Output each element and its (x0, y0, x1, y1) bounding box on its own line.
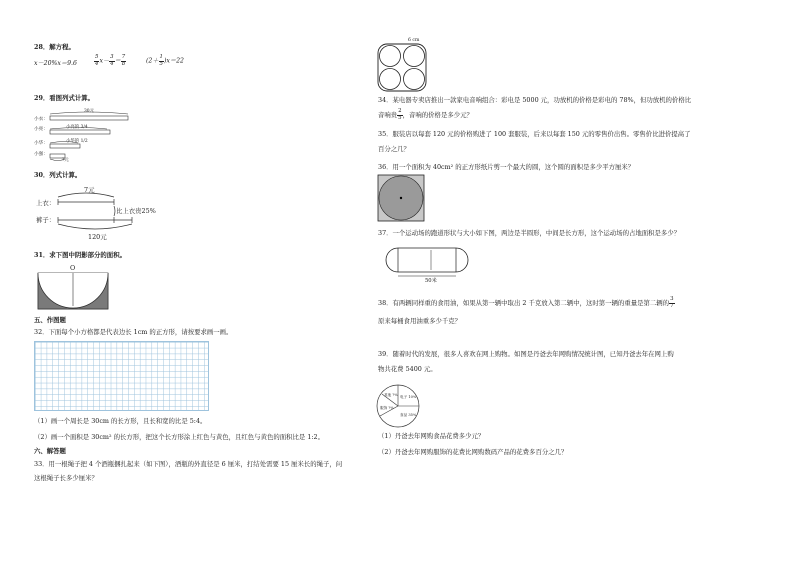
q30-price: 7元 (84, 186, 95, 194)
q35-line-2: 百分之几？ (378, 145, 410, 153)
q33-line-1: 33．用一根绳子把 4 个酒瓶捆扎起来（如下图），酒瓶的外直径是 6 厘米，打结处需要 15 厘米长的绳子，问 (34, 460, 343, 468)
section-5-heading: 五、作图题 (34, 316, 66, 324)
q28-equation-3: (2＋ $\frac{1}{5}$ )x＝22 (146, 54, 184, 67)
q29-tag-answer: ?元 (62, 158, 69, 163)
q33-line-2: 这根绳子长多少厘米？ (34, 474, 98, 482)
q37-title: 37．一个运动场的跑道形状与大小如下图，两边是半圆形，中间是长方形，这个运动场的占地面积是多少？ (378, 229, 681, 237)
q39-item-2: （2）丹爸去年网购服饰的花费比网购数码产品的花费多百分之几？ (378, 448, 568, 456)
q39-line-2: 物共花费 5400 元。 (378, 365, 437, 373)
q32-item-1: （1）画一个周长是 30cm 的长方形，且长和宽的比是 5:4。 (34, 417, 207, 425)
q39-line-1: 39．随着时代的发展，很多人喜欢在网上购物。如图是丹爸去年网购情况统计图，已知丹爸去年在网上购 (378, 350, 674, 358)
q29-label-xiaoqi: 小亮： (34, 127, 48, 132)
q30-compare: 比上衣贵25% (116, 207, 156, 215)
q29-tag-fraction-2: 小华的 1/2 (66, 139, 88, 144)
q39-pie-label-a: 其他 ?% (384, 393, 398, 397)
q39-pie-label-d: 食品 35% (400, 413, 417, 417)
q29-label-xiaoyi: 小衣： (34, 117, 48, 122)
q30-total: 120元 (88, 233, 107, 241)
q35-line-1: 35．服装店以每套 120 元的价格购进了 100 套服装，后来以每套 150 元的零售价出售。零售价比进价提高了 (378, 130, 691, 138)
q39-pie-label-b: 电子 10% (400, 395, 417, 399)
q31-title: 31．求下图中阴影部分的面积。 (34, 251, 126, 259)
q30-label-top: 上衣： (36, 199, 56, 207)
q32-item-2: （2）画一个面积是 30cm² 的长方形，把这个长方形涂上红色与黄色，且红色与黄色的面积比是 1:2。 (34, 433, 325, 441)
q36-title: 36．用一个面积为 40cm² 的正方形纸片剪一个最大的圆，这个圆的面积是多少平方厘米？ (378, 163, 635, 171)
q38-line-1: 38．有两辆同样重的食用油，如果从第一辆中取出 2 千克放入第二辆中，这时第一辆的重量是第二辆的 $\frac{3}{7}$ (378, 296, 674, 309)
q29-label-xiaohua: 小华： (34, 141, 48, 146)
q28-equation-2: $\frac{5}{4}$ x－ $\frac{3}{4}$ ＝ $\frac{7}{8}$ (95, 54, 126, 67)
q28-equation-1: x－20%x＝9.6 (34, 60, 77, 67)
q34-line-1: 34．某电器专卖店推出一款家电音响组合：彩电是 5000 元，功放机的价格是彩电的 78%，但功放机的价格比 (378, 96, 692, 104)
q29-tag-fraction: 小亮的 3/4 (66, 125, 88, 130)
q29-label-xiaoqiang: 小强： (34, 152, 48, 157)
q39-pie-label-c: 服饰 ?% (380, 406, 394, 410)
q34-line-2: 音响贵 $\frac{2}{5}$ ，音响的价格是多少元？ (378, 108, 473, 121)
q29-tag-30: 30元 (84, 109, 94, 114)
q30-label-bottom: 裤子： (36, 216, 56, 224)
q28-title: 28．解方程。 (34, 43, 75, 51)
q30-title: 30．列式计算。 (34, 171, 82, 179)
q37-length-label: 50米 (425, 278, 437, 284)
q39-item-1: （1）丹爸去年网购食品花费多少元？ (378, 432, 485, 440)
q29-title: 29．看图列式计算。 (34, 94, 95, 102)
q33-figure-label: 6 cm (408, 38, 420, 43)
q32-title: 32．下面每个小方格都是代表边长 1cm 的正方形，请按要求画一画。 (34, 328, 233, 336)
q31-center-label: O (70, 264, 76, 272)
section-6-heading: 六、解答题 (34, 447, 66, 455)
q38-line-2: 原来每桶食用油重多少千克？ (378, 317, 462, 325)
